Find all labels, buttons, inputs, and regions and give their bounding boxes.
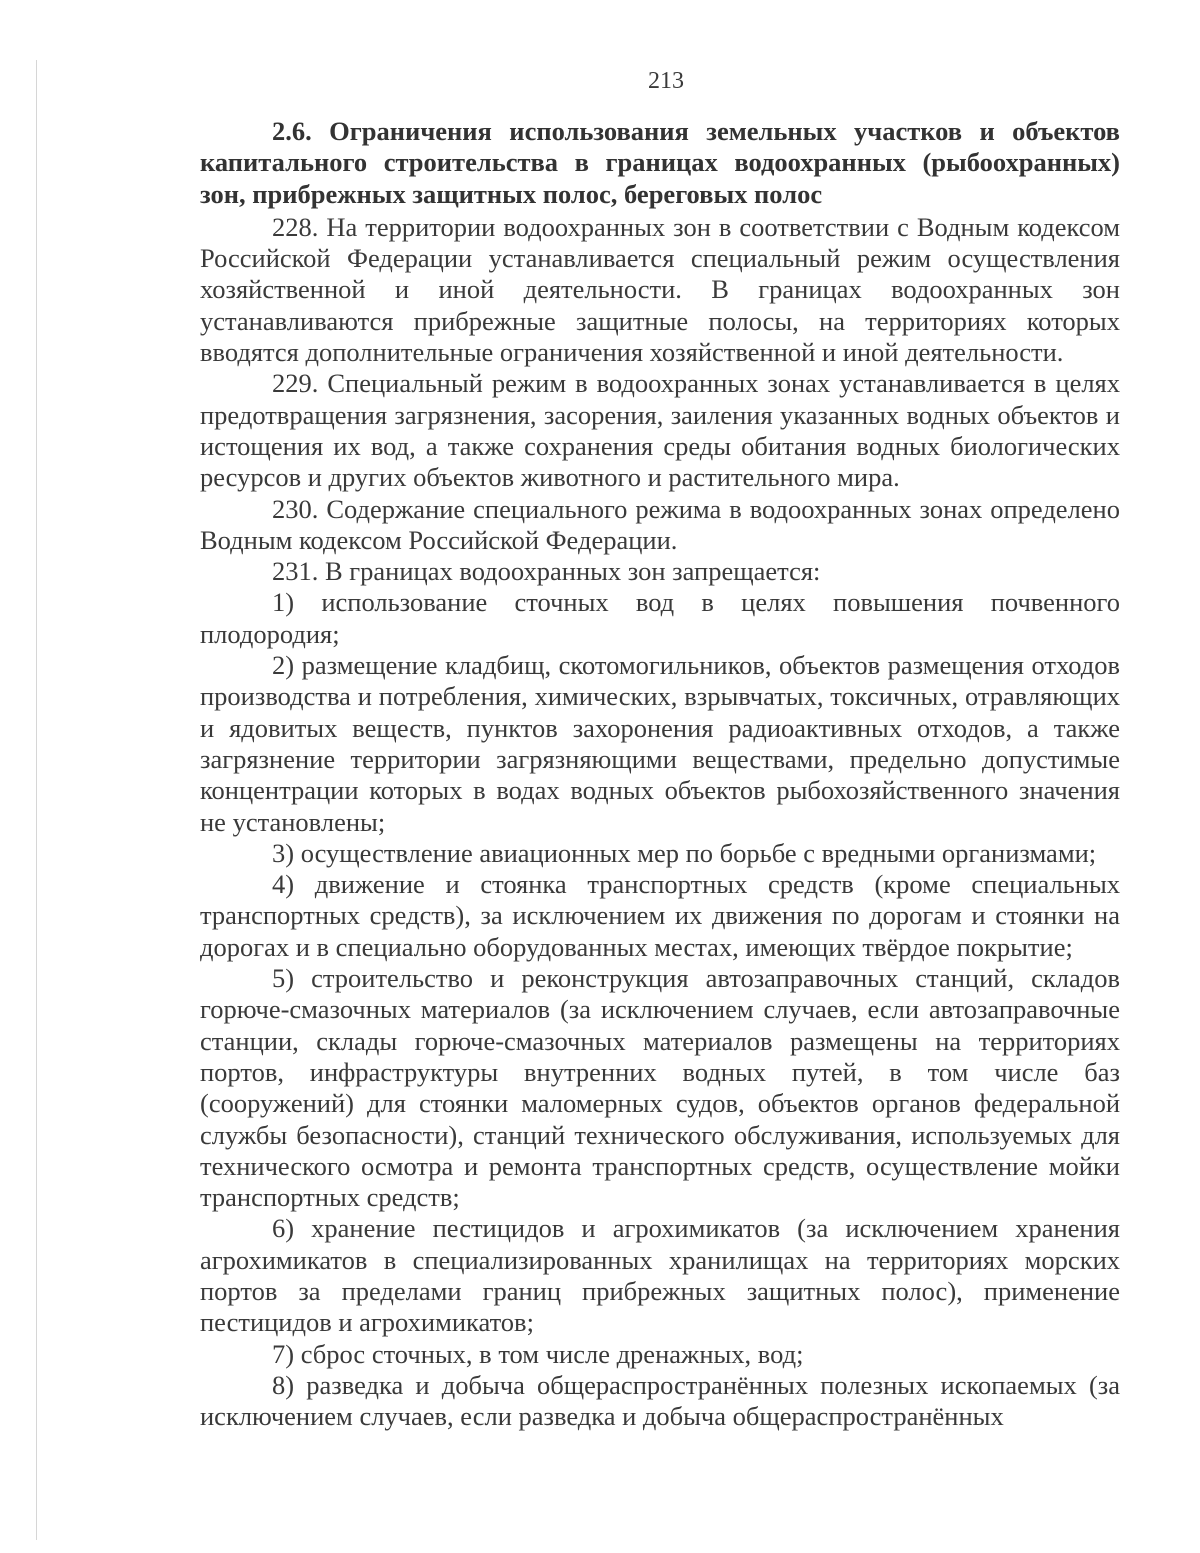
paragraph-229: 229. Специальный режим в водоохранных зонах устанавливается в целях предотвращения загрязнения, засорения, заиления указанных водных объектов и истощения их вод, а также сохранения среды обитания водных биологических ресурсов и других объектов животного и растительного мира. <box>200 368 1120 493</box>
list-item-3: 3) осуществление авиационных мер по борьбе с вредными организмами; <box>272 837 1097 868</box>
paragraph-231: 231. В границах водоохранных зон запрещается: <box>272 556 821 587</box>
list-item-7: 7) сброс сточных, в том числе дренажных, вод; <box>272 1338 804 1369</box>
page-number: 213 <box>648 68 684 94</box>
list-item-6: 6) хранение пестицидов и агрохимикатов (за исключением хранения агрохимикатов в специализированных хранилищах на территориях морских портов за пределами границ прибрежных защитных полос), применение пестицидов и агрохимикатов; <box>200 1213 1120 1338</box>
list-item-5: 5) строительство и реконструкция автозаправочных станций, складов горюче-смазочных материалов (за исключением случаев, если автозаправочные станции, склады горюче-смазочных материалов размещены на территориях портов, инфраструктуры внутренних водных путей, в том числе баз (сооружений) для стоянки маломерных судов, объектов органов федеральной службы безопасности), станций технического обслуживания, используемых для технического осмотра и ремонта транспортных средств, осуществление мойки транспортных средств; <box>200 963 1120 1213</box>
list-item-2: 2) размещение кладбищ, скотомогильников, объектов размещения отходов производства и потребления, химических, взрывчатых, токсичных, отравляющих и ядовитых веществ, пунктов захоронения радиоактивных отходов, а также загрязнение территории загрязняющими веществами, предельно допустимые концентрации которых в водах водных объектов рыбохозяйственного значения не установлены; <box>200 650 1120 837</box>
list-item-1: 1) использование сточных вод в целях повышения почвенного плодородия; <box>200 587 1120 649</box>
paragraph-228: 228. На территории водоохранных зон в соответствии с Водным кодексом Российской Федерации устанавливается специальный режим осуществления хозяйственной и иной деятельности. В границах водоохранных зон устанавливаются прибрежные защитные полосы, на территориях которых вводятся дополнительные ограничения хозяйственной и иной деятельности. <box>200 211 1120 368</box>
scan-margin-line <box>36 60 37 1540</box>
list-item-8: 8) разведка и добыча общераспространённых полезных ископаемых (за исключением случаев, если разведка и добыча общераспространённых <box>200 1369 1120 1432</box>
document-page <box>200 0 1120 1432</box>
list-item-4: 4) движение и стоянка транспортных средств (кроме специальных транспортных средств), за исключением их движения по дорогам и стоянки на дорогах и в специально оборудованных местах, имеющих твёрдое покрытие; <box>200 869 1120 962</box>
section-heading: 2.6. Ограничения использования земельных участков и объектов капитального строительства в границах водоохранных (рыбоохранных) зон, прибрежных защитных полос, береговых полос <box>200 116 1120 209</box>
paragraph-230: 230. Содержание специального режима в водоохранных зонах определено Водным кодексом Российской Федерации. <box>200 493 1120 555</box>
